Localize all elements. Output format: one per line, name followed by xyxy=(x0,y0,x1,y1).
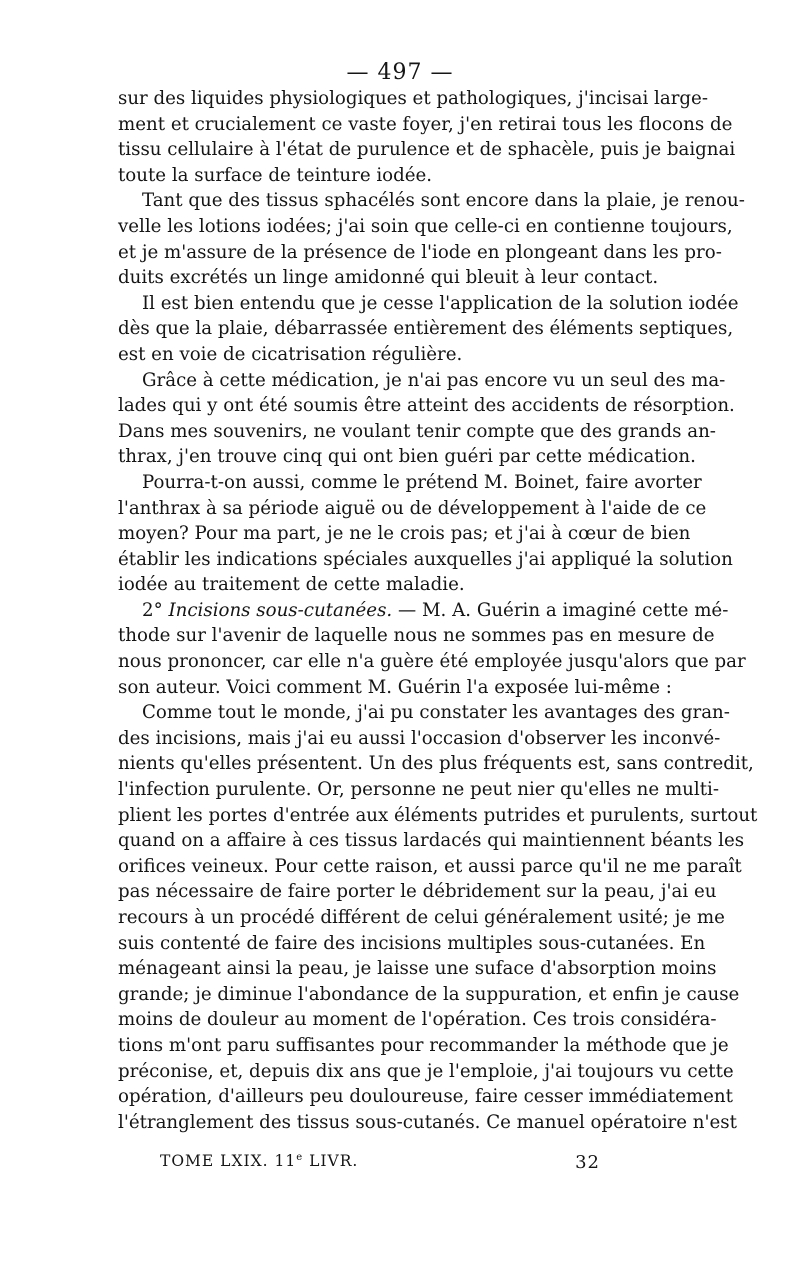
text-line: iodée au traitement de cette maladie. xyxy=(118,574,465,596)
text-line: Tant que des tissus sphacélés sont encore dans la plaie, je renou- xyxy=(142,190,745,212)
text-line: suis contenté de faire des incisions multiples sous-cutanées. En xyxy=(118,932,706,954)
text-line: Grâce à cette médication, je n'ai pas encore vu un seul des ma- xyxy=(142,369,726,391)
section-number: 2° xyxy=(142,599,163,621)
text-line: des incisions, mais j'ai eu aussi l'occasion d'observer les inconvé- xyxy=(118,727,721,749)
text-line: grande; je diminue l'abondance de la suppuration, et enfin je cause xyxy=(118,983,740,1005)
text-line: l'anthrax à sa période aiguë ou de développement à l'aide de ce xyxy=(118,497,707,519)
text-line: Il est bien entendu que je cesse l'application de la solution iodée xyxy=(142,292,739,314)
body-text xyxy=(118,86,758,1135)
sheet-number: 32 xyxy=(575,1152,600,1173)
text-line: préconise, et, depuis dix ans que je l'emploie, j'ai toujours vu cette xyxy=(118,1060,734,1082)
text-line: ménageant ainsi la peau, je laisse une suface d'absorption moins xyxy=(118,958,717,980)
text-line: opération, d'ailleurs peu douloureuse, faire cesser immédiatement xyxy=(118,1086,733,1108)
text-line: sur des liquides physiologiques et pathologiques, j'incisai large- xyxy=(118,88,708,109)
text-line: moyen? Pour ma part, je ne le crois pas; et j'ai à cœur de bien xyxy=(118,523,691,545)
text-line: nients qu'elles présentent. Un des plus fréquents est, sans contredit, xyxy=(118,753,754,775)
text-line: pas nécessaire de faire porter le débridement sur la peau, j'ai eu xyxy=(118,881,717,903)
text-line: thrax, j'en trouve cinq qui ont bien guéri par cette médication. xyxy=(118,446,696,468)
text-line: tissu cellulaire à l'état de purulence et de sphacèle, puis je baignai xyxy=(118,139,736,161)
text-line: son auteur. Voici comment M. Guérin l'a exposée lui-même : xyxy=(118,676,672,698)
text-line: tions m'ont paru suffisantes pour recommander la méthode que je xyxy=(118,1034,729,1056)
page-number: — 497 — xyxy=(346,60,454,85)
livraison-suffix: e xyxy=(296,1152,304,1163)
text-line: ment et crucialement ce vaste foyer, j'en retirai tous les flocons de xyxy=(118,113,733,135)
text-line: toute la surface de teinture iodée. xyxy=(118,164,433,186)
text-line: et je m'assure de la présence de l'iode en plongeant dans les pro- xyxy=(118,241,722,263)
text-line: plient les portes d'entrée aux éléments putrides et purulents, surtout xyxy=(118,804,758,826)
text-line: l'infection purulente. Or, personne ne peut nier qu'elles ne multi- xyxy=(118,779,719,801)
text-line: dès que la plaie, débarrassée entièrement des éléments septiques, xyxy=(118,318,734,340)
section-heading-line xyxy=(118,598,729,624)
text-line: lades qui y ont été soumis être atteint des accidents de résorption. xyxy=(118,395,735,417)
volume-label: TOME LXIX. xyxy=(160,1152,269,1171)
text-line: Pourra-t-on aussi, comme le prétend M. Boinet, faire avorter xyxy=(142,471,702,493)
text-line: quand on a affaire à ces tissus lardacés qui maintiennent béants les xyxy=(118,830,745,852)
text-line: Comme tout le monde, j'ai pu constater les avantages des gran- xyxy=(142,702,730,724)
text-line: Dans mes souvenirs, ne voulant tenir compte que des grands an- xyxy=(118,420,716,442)
signature-mark xyxy=(160,1152,358,1170)
text-line: velle les lotions iodées; j'ai soin que celle-ci en contienne toujours, xyxy=(118,215,733,237)
section-text: — M. A. Guérin a imaginé cette mé- xyxy=(392,599,729,621)
text-line: moins de douleur au moment de l'opération. Ces trois considéra- xyxy=(118,1009,717,1031)
text-line: établir les indications spéciales auxquelles j'ai appliqué la solution xyxy=(118,548,733,570)
text-line: nous prononcer, car elle n'a guère été employée jusqu'alors que par xyxy=(118,651,746,673)
text-line: recours à un procédé différent de celui généralement usité; je me xyxy=(118,907,725,928)
text-line: orifices veineux. Pour cette raison, et aussi parce qu'il ne me paraît xyxy=(118,855,742,877)
text-line: thode sur l'avenir de laquelle nous ne sommes pas en mesure de xyxy=(118,625,715,647)
text-line: l'étranglement des tissus sous-cutanés. Ce manuel opératoire n'est xyxy=(118,1111,737,1133)
livraison-word: LIVR. xyxy=(309,1152,359,1171)
section-title: Incisions sous-cutanées. xyxy=(168,599,393,621)
text-line: duits excrétés un linge amidonné qui bleuit à leur contact. xyxy=(118,267,659,289)
text-line: est en voie de cicatrisation régulière. xyxy=(118,343,463,365)
livraison-number: 11 xyxy=(274,1152,297,1171)
